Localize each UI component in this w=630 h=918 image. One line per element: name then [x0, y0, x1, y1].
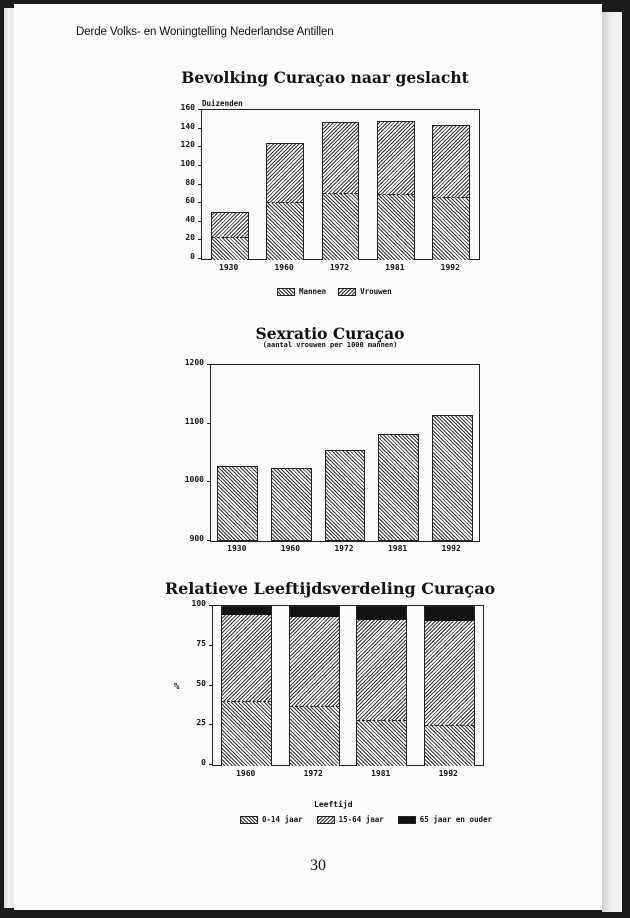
bar-1960: [271, 468, 312, 541]
book-page-edges-right: [602, 12, 622, 912]
y-tick-mark: [209, 685, 213, 686]
plot-area: [201, 109, 480, 260]
y-tick-mark: [207, 423, 211, 424]
y-axis-label: %: [174, 682, 180, 692]
y-tick-label: 1200: [184, 358, 204, 367]
legend-swatch: [240, 816, 258, 824]
bar-1930: [217, 466, 258, 541]
chart-title: Sexratio Curaçao: [255, 324, 405, 343]
y-tick-mark: [209, 764, 213, 765]
bar-1992: [432, 125, 470, 259]
x-tick-label: 1960: [280, 544, 301, 553]
x-tick-label: 1972: [334, 544, 354, 553]
legend-item-0-14: 0-14 jaar: [240, 815, 303, 824]
x-tick-label: 1981: [371, 769, 391, 778]
bar-segment-15-64-jaar: [222, 615, 271, 701]
y-tick-label: 100: [191, 599, 206, 608]
y-tick-label: 0: [190, 252, 195, 261]
y-tick-label: 80: [185, 177, 195, 187]
y-tick-mark: [198, 258, 202, 259]
y-tick-label: 900: [189, 534, 204, 543]
y-tick-mark: [198, 109, 202, 110]
x-tick-label: 1960: [236, 769, 256, 778]
bar-1992: [424, 606, 475, 765]
bar-segment-65-jaar-en-ouder: [222, 607, 271, 615]
x-tick-label: 1960: [274, 263, 294, 272]
y-tick-mark: [198, 184, 202, 185]
bar-1960: [266, 143, 304, 259]
bar-segment-mannen: [433, 197, 469, 260]
x-axis-label: Leeftijd: [314, 800, 353, 809]
y-tick-label: 75: [196, 638, 206, 648]
legend-swatch: [317, 816, 335, 824]
y-tick-mark: [198, 221, 202, 222]
bar-segment-15-64-jaar: [290, 617, 339, 706]
plot-area: [210, 364, 480, 542]
bar-segment-65-jaar-en-ouder: [425, 607, 474, 621]
y-tick-label: 120: [180, 140, 195, 150]
bar-segment-vrouwen: [378, 122, 414, 194]
legend-item-mannen: Mannen: [277, 287, 326, 296]
bar-segment-vrouwen: [323, 123, 359, 193]
bar-segment-65-jaar-en-ouder: [357, 607, 406, 620]
x-tick-label: 1972: [329, 263, 350, 272]
running-head: Derde Volks- en Woningtelling Nederlandse Antillen: [76, 26, 334, 38]
bar-segment-mannen: [378, 194, 414, 260]
bar-1930: [211, 212, 249, 259]
y-tick-mark: [209, 605, 213, 606]
y-tick-label: 140: [180, 121, 195, 131]
y-tick-label: 100: [180, 158, 195, 168]
x-tick-label: 1981: [385, 263, 405, 272]
x-tick-label: 1992: [441, 544, 461, 553]
bar-segment-mannen: [212, 237, 248, 260]
legend-swatch: [277, 288, 295, 296]
bar-segment-0-14-jaar: [425, 725, 474, 766]
legend-swatch: [338, 288, 356, 296]
bar-segment-mannen: [323, 193, 359, 260]
bar-1981: [378, 434, 419, 541]
x-tick-label: 1930: [227, 544, 247, 553]
bar-1981: [377, 121, 415, 259]
x-tick-label: 1992: [440, 263, 460, 272]
y-tick-label: 20: [185, 233, 195, 243]
y-tick-mark: [207, 540, 211, 541]
plot-area: [212, 605, 484, 766]
y-tick-mark: [207, 481, 211, 482]
bar-segment-0-14-jaar: [222, 701, 271, 766]
bar-1972: [322, 122, 360, 259]
bar-segment-15-64-jaar: [425, 621, 474, 724]
legend-swatch: [398, 816, 416, 824]
legend-item-vrouwen: Vrouwen: [338, 287, 392, 296]
bar-segment-0-14-jaar: [357, 720, 406, 766]
y-tick-label: 25: [196, 718, 206, 728]
bar-1992: [432, 415, 473, 541]
bar-segment-0-14-jaar: [290, 706, 339, 766]
y-tick-mark: [207, 364, 211, 365]
bar-1972: [325, 450, 366, 541]
page-number: 30: [310, 857, 326, 874]
legend: [240, 815, 492, 824]
bar-1981: [356, 606, 407, 765]
y-axis-label: Duizenden: [202, 99, 243, 108]
y-tick-mark: [198, 128, 202, 129]
y-tick-label: 1100: [184, 416, 204, 426]
legend-item-65-plus: 65 jaar en ouder: [398, 815, 492, 824]
bar-1960: [221, 606, 272, 765]
y-tick-mark: [198, 202, 202, 203]
chart-subtitle: (aantal vrouwen per 1000 mannen): [262, 341, 398, 349]
chart-title: Bevolking Curaçao naar geslacht: [181, 68, 469, 87]
y-tick-mark: [198, 239, 202, 240]
legend-item-15-64: 15-64 jaar: [317, 815, 384, 824]
bar-segment-65-jaar-en-ouder: [290, 607, 339, 617]
y-tick-label: 1000: [184, 475, 204, 485]
bar-segment-mannen: [267, 202, 303, 260]
bar-segment-15-64-jaar: [357, 620, 406, 720]
legend: [277, 287, 392, 296]
bar-segment-vrouwen: [433, 126, 469, 197]
x-tick-label: 1972: [303, 769, 323, 778]
y-tick-mark: [209, 645, 213, 646]
bar-segment-vrouwen: [267, 144, 303, 203]
chart-title: Relatieve Leeftijdsverdeling Curaçao: [164, 579, 496, 598]
y-tick-label: 60: [185, 196, 195, 206]
y-tick-mark: [198, 146, 202, 147]
y-tick-mark: [209, 724, 213, 725]
x-tick-label: 1930: [219, 263, 239, 272]
y-tick-label: 50: [196, 678, 206, 688]
y-tick-mark: [198, 165, 202, 166]
y-tick-label: 0: [201, 758, 206, 767]
bar-segment-vrouwen: [212, 213, 248, 237]
bar-1972: [289, 606, 340, 765]
x-tick-label: 1992: [438, 769, 458, 778]
y-tick-label: 160: [180, 103, 195, 112]
y-tick-label: 40: [185, 214, 195, 224]
x-tick-label: 1981: [387, 544, 408, 553]
